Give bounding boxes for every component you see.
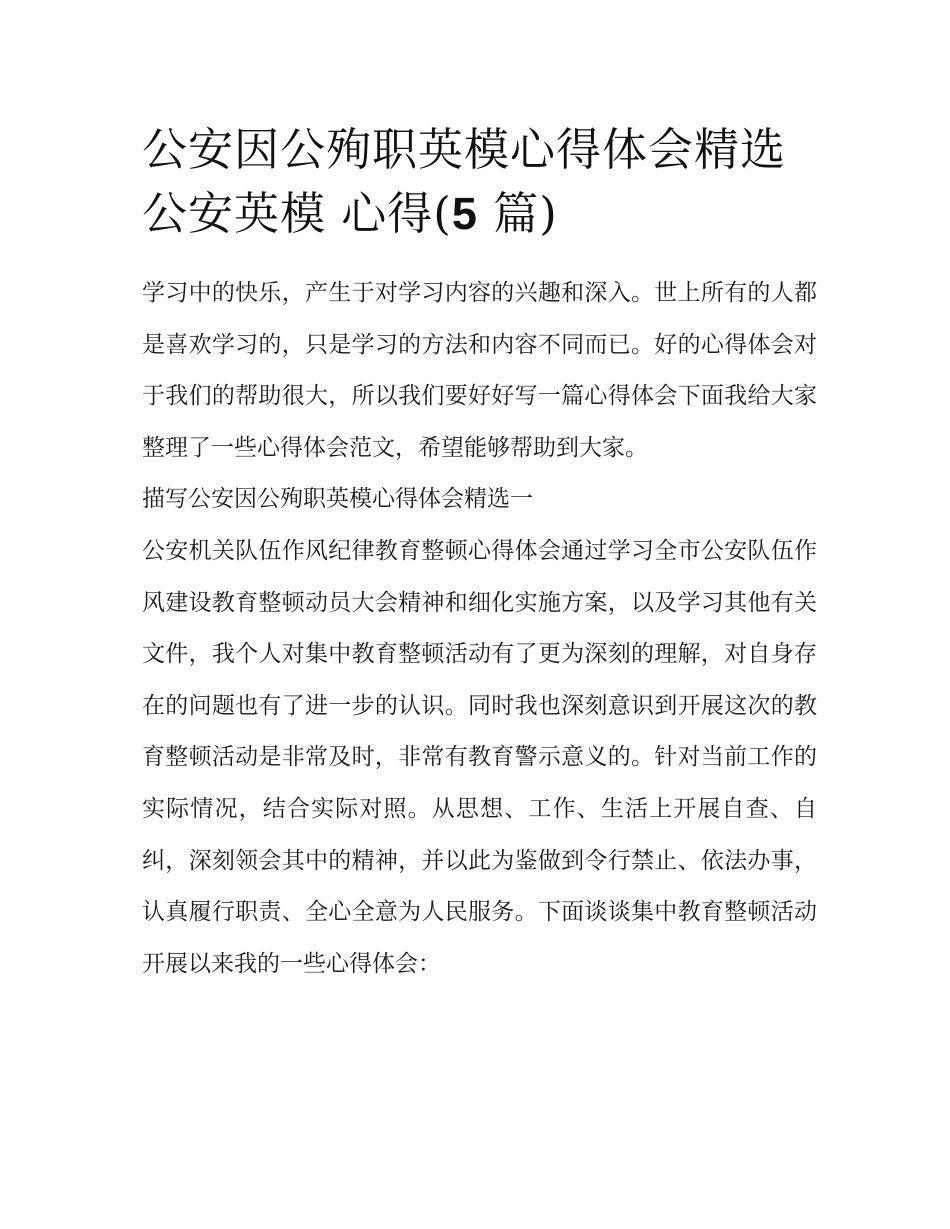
title-count: 5 bbox=[451, 188, 478, 239]
document-page bbox=[142, 118, 817, 990]
section-heading: 描写公安因公殉职英模心得体会精选一 bbox=[142, 486, 533, 513]
document-title bbox=[142, 118, 817, 246]
title-text: 公安因公殉职英模心得体会精选 公安英模 心得( bbox=[142, 123, 787, 240]
title-suffix: 篇) bbox=[477, 187, 558, 240]
body-paragraph: 公安机关队伍作风纪律教育整顿心得体会通过学习全市公安队伍作风建设教育整顿动员大会精神和细化实施方案，以及学习其他有关文件，我个人对集中教育整顿活动有了更为深刻的理解，对自身存在的问题也有了进一步的认识。同时我也深刻意识到开展这次的教育整顿活动是非常及时，非常有教育警示意义的。针对当前工作的实际情况，结合实际对照。从思想、工作、生活上开展自查、自纠，深刻领会其中的精神，并以此为鉴做到令行禁止、依法办事，认真履行职责、全心全意为人民服务。下面谈谈集中教育整顿活动开展以来我的一些心得体会： bbox=[142, 537, 817, 977]
intro-paragraph: 学习中的快乐，产生于对学习内容的兴趣和深入。世上所有的人都是喜欢学习的，只是学习的方法和内容不同而已。好的心得体会对于我们的帮助很大，所以我们要好好写一篇心得体会下面我给大家整理了一些心得体会范文，希望能够帮助到大家。 bbox=[142, 280, 817, 461]
document-body bbox=[142, 268, 817, 990]
